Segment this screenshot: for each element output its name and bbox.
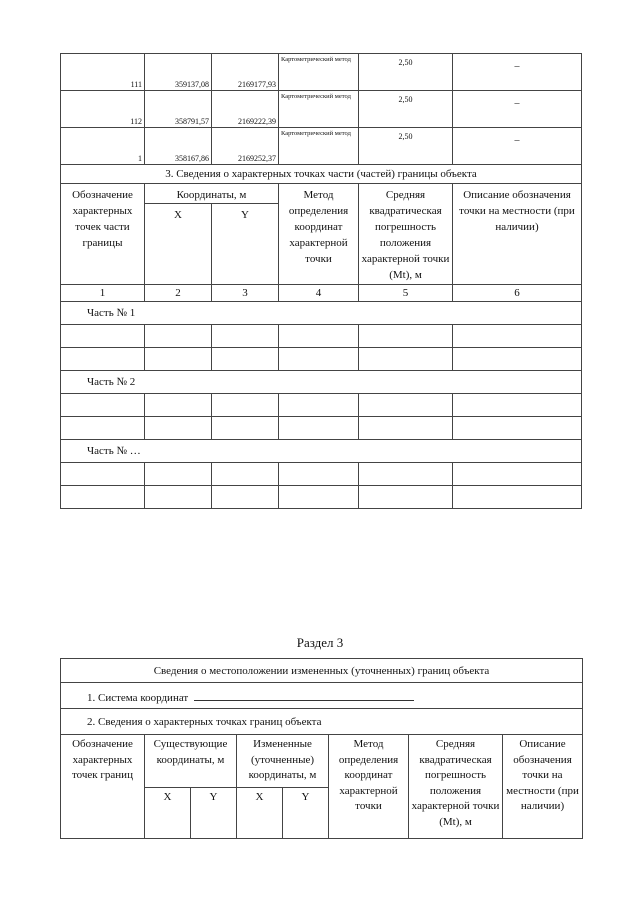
error: 2,50 xyxy=(359,128,453,165)
table-row xyxy=(61,54,582,91)
table-row xyxy=(61,486,582,509)
section-heading: Раздел 3 xyxy=(296,635,344,650)
header-changed-coordinates: Измененные (уточненные) координаты, м xyxy=(237,735,329,788)
table-row xyxy=(61,91,582,128)
col-index: 1 xyxy=(61,285,145,302)
coord-y: 2169222,39 xyxy=(212,91,279,128)
header-y: Y xyxy=(212,204,279,285)
column-index-row xyxy=(61,285,582,302)
coord-x: 359137,08 xyxy=(145,54,212,91)
header-description: Описание обозначения точки на местности (при наличии) xyxy=(503,735,583,839)
header-method: Метод определения координат характерной точки xyxy=(279,184,359,285)
part-label: Часть № 1 xyxy=(61,302,582,325)
col-index: 6 xyxy=(453,285,582,302)
coordinate-system-field[interactable] xyxy=(194,688,414,701)
method: Картометрический метод xyxy=(279,54,359,91)
header-existing-coordinates: Существующие координаты, м xyxy=(145,735,237,788)
section-title: 3. Сведения о характерных точках части (частей) границы объекта xyxy=(61,165,582,184)
header-y: Y xyxy=(283,788,329,839)
description: – xyxy=(453,128,582,165)
header-error: Средняя квадратическая погрешность положения характерной точки (Mt), м xyxy=(359,184,453,285)
table-row xyxy=(61,128,582,165)
table-row xyxy=(61,325,582,348)
col-index: 2 xyxy=(145,285,212,302)
header-coordinates: Координаты, м xyxy=(145,184,279,204)
point-id: 112 xyxy=(61,91,145,128)
header-error: Средняя квадратическая погрешность положения характерной точки (Mt), м xyxy=(409,735,503,839)
col-index: 5 xyxy=(359,285,453,302)
coord-y: 2169252,37 xyxy=(212,128,279,165)
point-id: 1 xyxy=(61,128,145,165)
changed-boundaries-table xyxy=(60,658,583,839)
coordinate-system-label: 1. Система координат xyxy=(87,691,189,704)
table-title: Сведения о местоположении измененных (уточненных) границ объекта xyxy=(61,659,583,683)
table-row xyxy=(61,417,582,440)
header-description: Описание обозначения точки на местности (при наличии) xyxy=(453,184,582,285)
points-info-line: 2. Сведения о характерных точках границ объекта xyxy=(61,709,583,735)
coord-y: 2169177,93 xyxy=(212,54,279,91)
coord-x: 358167,86 xyxy=(145,128,212,165)
table-row xyxy=(61,394,582,417)
header-x: X xyxy=(237,788,283,839)
points-table xyxy=(60,53,582,509)
error: 2,50 xyxy=(359,91,453,128)
header-x: X xyxy=(145,204,212,285)
header-x: X xyxy=(145,788,191,839)
method: Картометрический метод xyxy=(279,91,359,128)
part-label: Часть № … xyxy=(61,440,582,463)
part-label: Часть № 2 xyxy=(61,371,582,394)
error: 2,50 xyxy=(359,54,453,91)
header-y: Y xyxy=(191,788,237,839)
header-method: Метод определения координат характерной точки xyxy=(329,735,409,839)
table-row xyxy=(61,463,582,486)
description: – xyxy=(453,54,582,91)
point-id: 111 xyxy=(61,54,145,91)
header-point-designation: Обозначение характерных точек границ xyxy=(61,735,145,839)
description: – xyxy=(453,91,582,128)
header-point-designation: Обозначение характерных точек части границы xyxy=(61,184,145,285)
coordinate-system-line xyxy=(61,683,583,709)
table-row xyxy=(61,348,582,371)
method: Картометрический метод xyxy=(279,128,359,165)
col-index: 4 xyxy=(279,285,359,302)
col-index: 3 xyxy=(212,285,279,302)
coord-x: 358791,57 xyxy=(145,91,212,128)
